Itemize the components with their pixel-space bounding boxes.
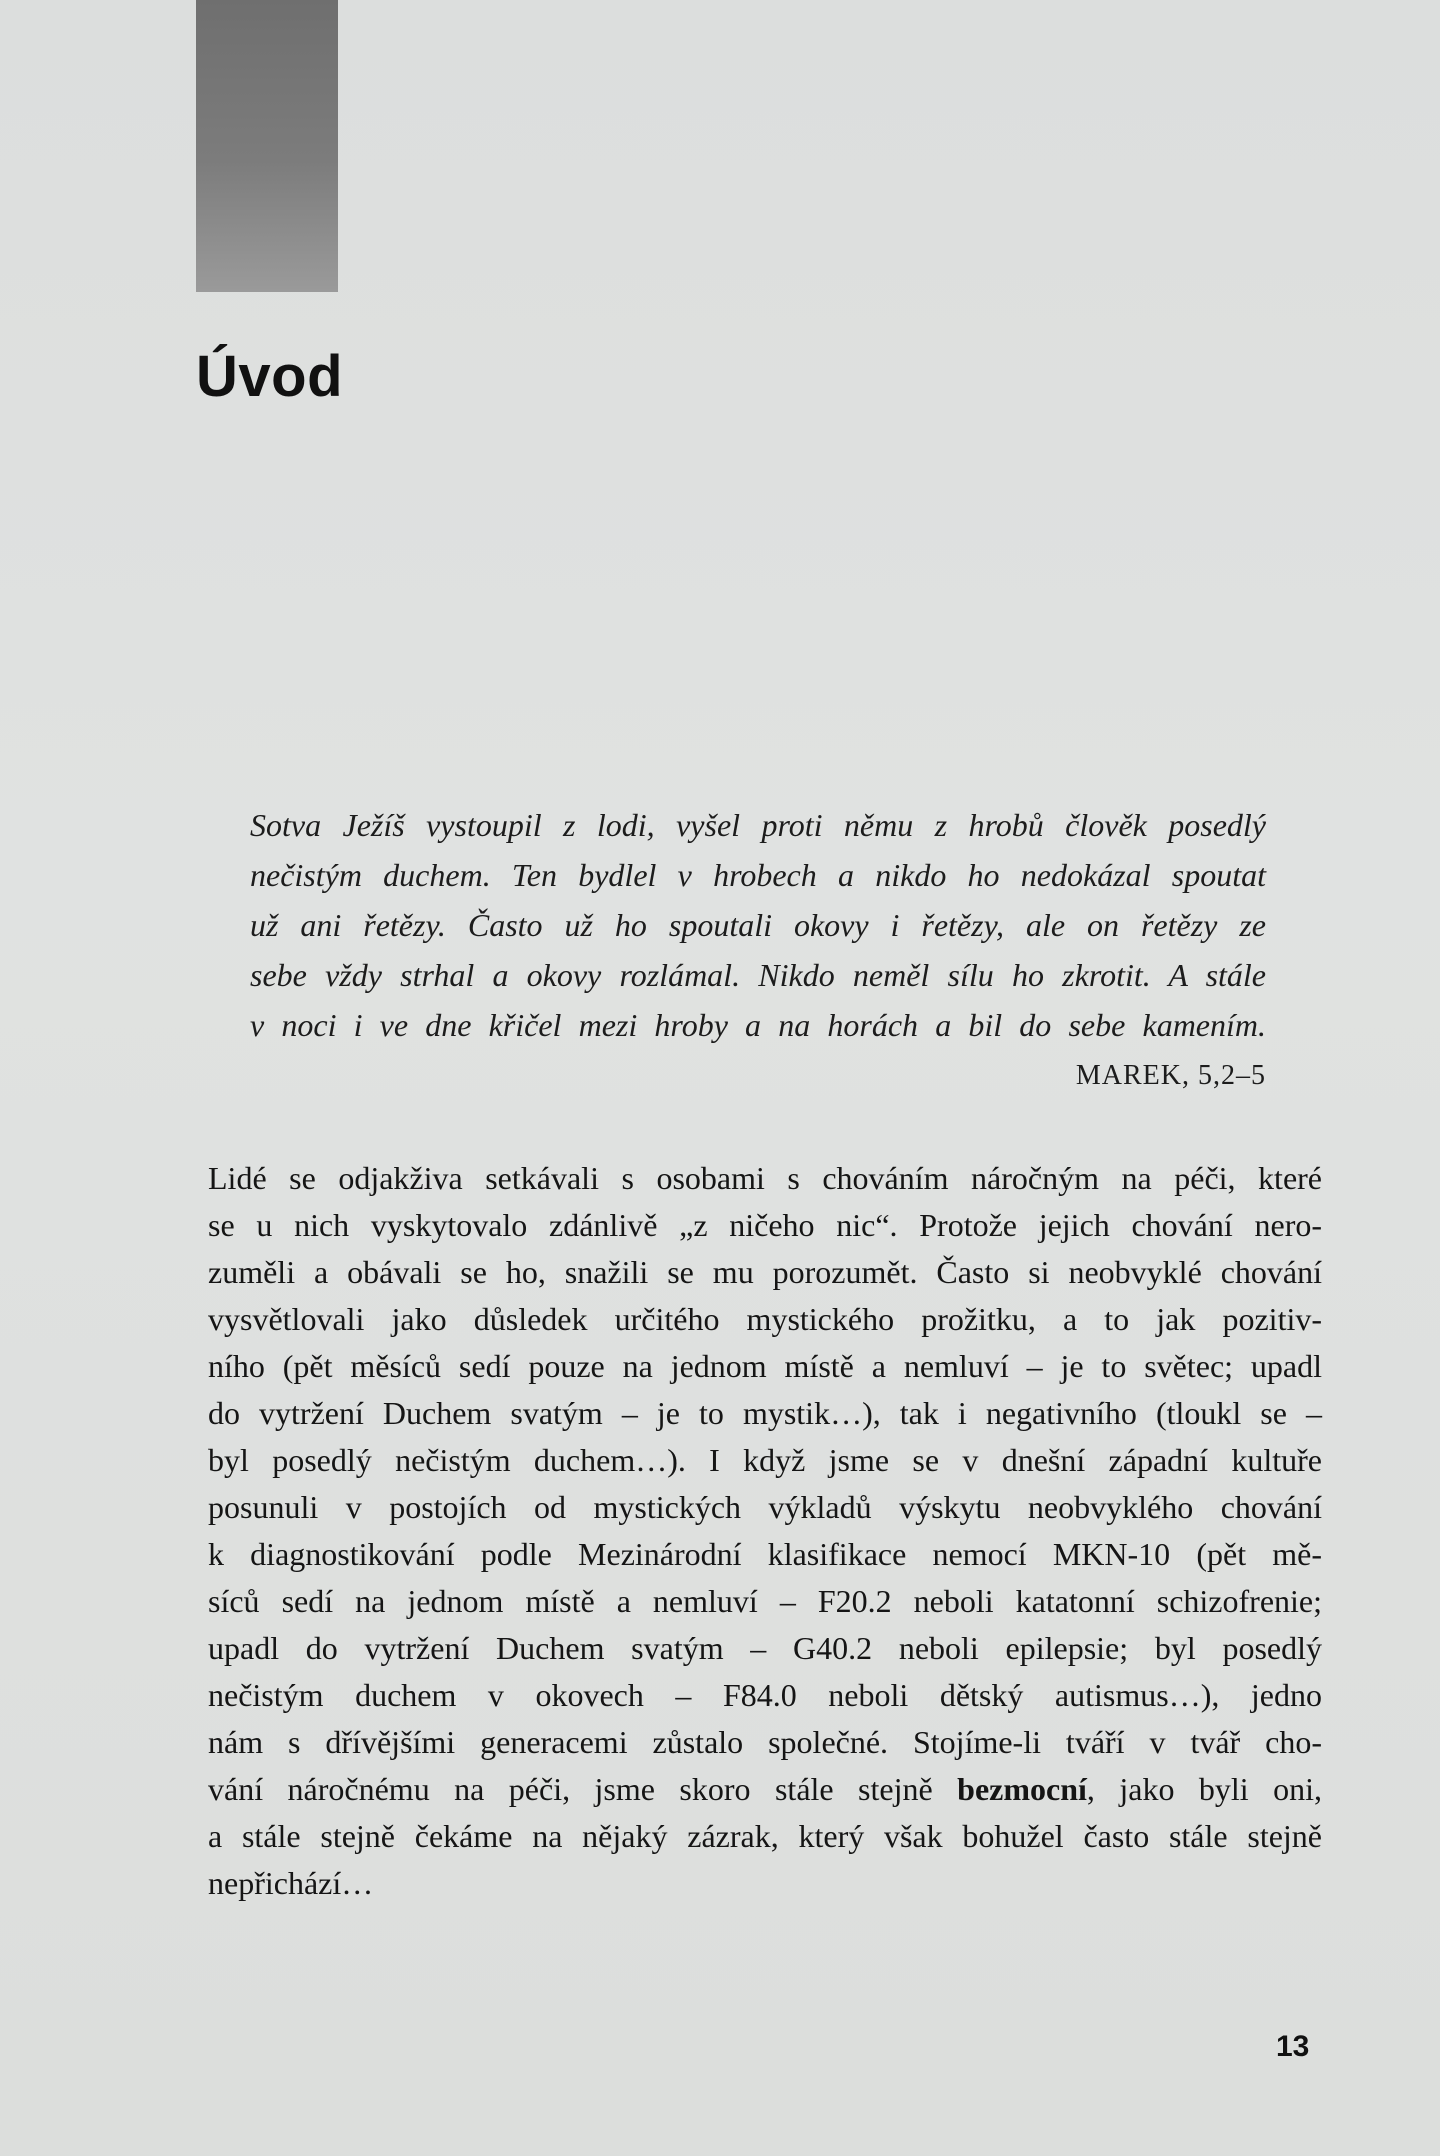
body-line: ního (pět měsíců sedí pouze na jednom místě a nemluví – je to světec; upadl bbox=[208, 1348, 1322, 1384]
body-line: do vytržení Duchem svatým – je to mystik…), tak i negativního (tloukl se – bbox=[208, 1395, 1322, 1431]
body-line: síců sedí na jednom místě a nemluví – F20.2 neboli katatonní schizofrenie; bbox=[208, 1583, 1322, 1619]
body-line: Lidé se odjakživa setkávali s osobami s chováním náročným na péči, které bbox=[208, 1160, 1322, 1196]
epigraph-quote bbox=[250, 800, 1266, 1050]
body-text-segment: vání náročnému na péči, jsme skoro stále stejně bbox=[208, 1771, 958, 1807]
chapter-marker-bar bbox=[196, 0, 338, 292]
body-line: k diagnostikování podle Mezinárodní klasifikace nemocí MKN-10 (pět mě- bbox=[208, 1536, 1322, 1572]
body-line-last: nepřichází… bbox=[208, 1865, 374, 1901]
body-line: vysvětlovali jako důsledek určitého mystického prožitku, a to jak pozitiv- bbox=[208, 1301, 1322, 1337]
chapter-title: Úvod bbox=[196, 344, 343, 409]
epigraph-line: sebe vždy strhal a okovy rozlámal. Nikdo neměl sílu ho zkrotit. A stále bbox=[250, 957, 1266, 993]
epigraph bbox=[250, 800, 1266, 1096]
body-line: nečistým duchem v okovech – F84.0 neboli dětský autismus…), jedno bbox=[208, 1677, 1322, 1713]
body-line: se u nich vyskytovalo zdánlivě „z ničeho nic“. Protože jejich chování nero- bbox=[208, 1207, 1322, 1243]
epigraph-source: MAREK, 5,2–5 bbox=[1075, 1060, 1266, 1091]
body-line: a stále stejně čekáme na nějaký zázrak, který však bohužel často stále stejně bbox=[208, 1818, 1322, 1854]
epigraph-line: nečistým duchem. Ten bydlel v hrobech a nikdo ho nedokázal spoutat bbox=[250, 857, 1266, 893]
body-line: byl posedlý nečistým duchem…). I když jsme se v dnešní západní kultuře bbox=[208, 1442, 1322, 1478]
body-line: nám s dřívějšími generacemi zůstalo společné. Stojíme-li tváří v tvář cho- bbox=[208, 1724, 1322, 1760]
emphasis-bezmocni: bezmocní bbox=[957, 1771, 1087, 1807]
body-line: zuměli a obávali se ho, snažili se mu porozumět. Často si neobvyklé chování bbox=[208, 1254, 1322, 1290]
epigraph-line: v noci i ve dne křičel mezi hroby a na horách a bil do sebe kamením. bbox=[250, 1007, 1266, 1043]
body-paragraph bbox=[208, 1155, 1322, 1907]
epigraph-line: už ani řetězy. Často už ho spoutali okovy i řetězy, ale on řetězy ze bbox=[250, 907, 1266, 943]
body-line: upadl do vytržení Duchem svatým – G40.2 neboli epilepsie; byl posedlý bbox=[208, 1630, 1322, 1666]
body-line: posunuli v postojích od mystických výkladů výskytu neobvyklého chování bbox=[208, 1489, 1322, 1525]
epigraph-line: Sotva Ježíš vystoupil z lodi, vyšel proti němu z hrobů člověk posedlý bbox=[250, 807, 1266, 843]
body-text-segment: , jako byli oni, bbox=[1086, 1771, 1323, 1807]
page-number: 13 bbox=[1276, 2030, 1310, 2063]
body-line-with-emphasis bbox=[208, 1766, 1322, 1813]
